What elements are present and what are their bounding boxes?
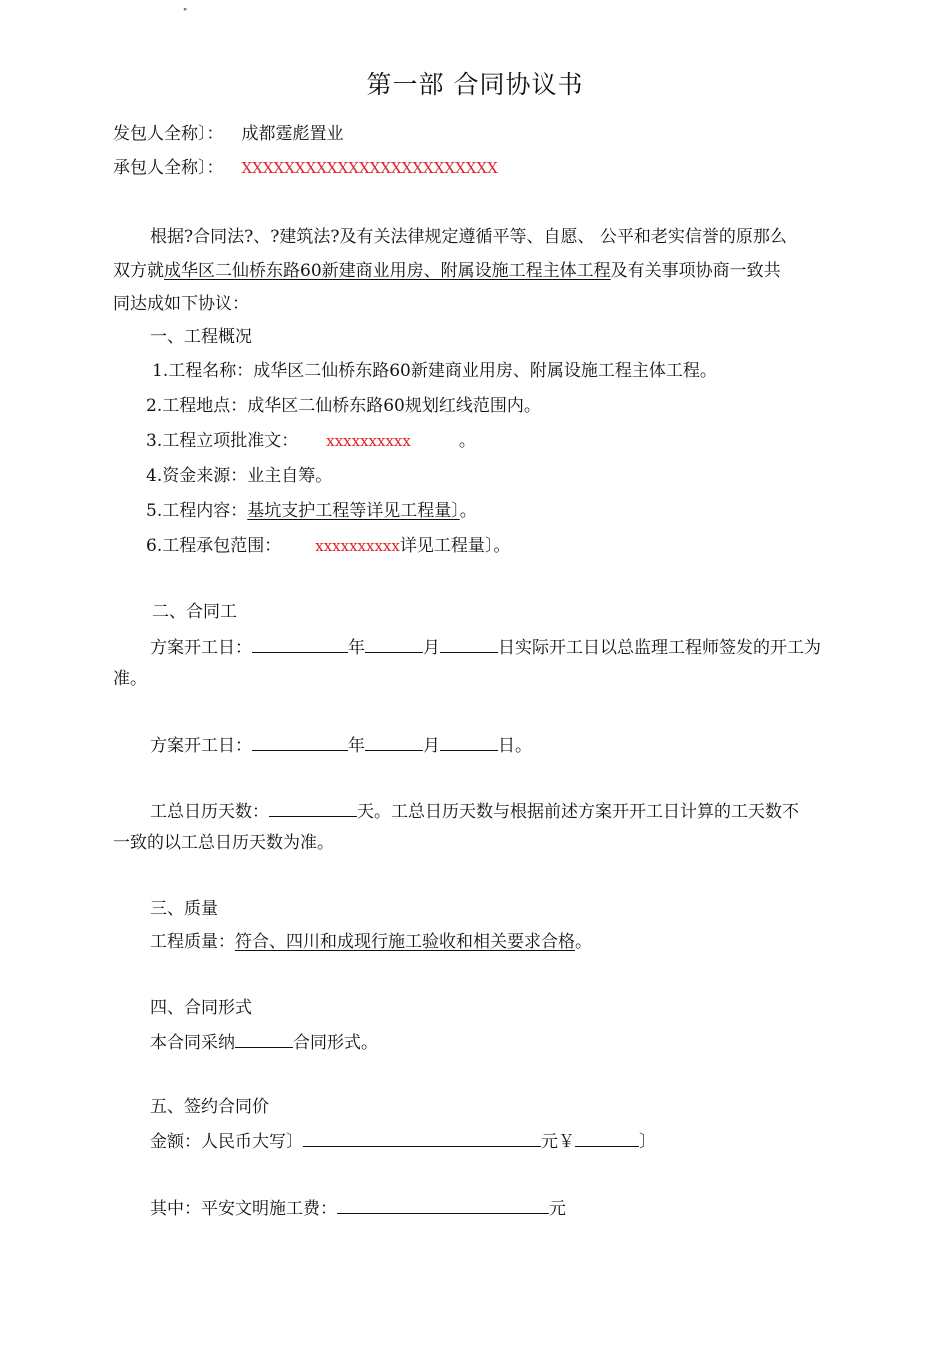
- duration-line-2: 一致的以工总日历天数为准。: [113, 833, 334, 853]
- safety-fee-label: 其中：平安文明施工费：: [150, 1199, 337, 1219]
- start-day-blank: [440, 636, 498, 653]
- scope-value: xxxxxxxxxx: [315, 537, 400, 555]
- safety-fee-blank: [337, 1197, 549, 1214]
- amount-number-blank: [575, 1130, 639, 1147]
- start-month-blank: [365, 636, 423, 653]
- duration-suffix: 天。工总日历天数与根据前述方案开开工日计算的工天数不: [357, 802, 799, 822]
- quality-end: 。: [575, 932, 592, 952]
- content-end: 。: [459, 501, 477, 521]
- corner-mark: ": [183, 8, 188, 18]
- amount-close: 〕: [639, 1132, 656, 1152]
- contract-form-suffix: 合同形式。: [293, 1033, 378, 1053]
- employer-value: 成都霆彪置业: [241, 124, 344, 144]
- amount-words-blank: [303, 1130, 541, 1147]
- contractor-value: XXXXXXXXXXXXXXXXXXXXXXXX: [241, 159, 498, 177]
- planned-start-row: [150, 636, 821, 658]
- approval-value: xxxxxxxxxx: [326, 432, 411, 450]
- amount-label: 金额：人民币大写〕: [150, 1132, 303, 1152]
- content-value: 基坑支护工程等详见工程量〕: [247, 501, 460, 521]
- section1-heading: 一、工程概况: [150, 327, 252, 347]
- content-label: 5.工程内容：: [146, 501, 248, 521]
- end-year-label: 年: [348, 736, 365, 756]
- section2-heading: 二、合同工: [152, 602, 237, 622]
- project-name: 成华区二仙桥东路60新建商业用房、附属设施工程主体工程: [164, 261, 611, 281]
- safety-fee-row: [150, 1197, 566, 1219]
- planned-start-label: 方案开工日：: [150, 638, 252, 658]
- quality-value: 符合、四川和成现行施工验收和相关要求合格: [235, 932, 575, 952]
- section1-item-3: [146, 431, 476, 451]
- planned-end-label: 方案开工日：: [150, 736, 252, 756]
- contract-form-blank: [235, 1031, 293, 1048]
- start-year-blank: [252, 636, 348, 653]
- quality-row: [150, 932, 592, 952]
- intro-suffix: 及有关事项协商一致共: [610, 261, 781, 281]
- end-month-label: 月: [423, 736, 440, 756]
- section1-item-4: 4.资金来源：业主自筹。: [146, 466, 333, 486]
- month-label: 月: [423, 638, 440, 658]
- quality-label: 工程质量：: [150, 932, 235, 952]
- planned-start-line-2: 准。: [113, 669, 147, 689]
- section1-item-6: [146, 536, 510, 556]
- intro-prefix: 双方就: [113, 261, 164, 281]
- end-day-blank: [440, 734, 498, 751]
- end-month-blank: [365, 734, 423, 751]
- employer-row: [113, 124, 344, 144]
- section5-heading: 五、签约合同价: [150, 1097, 269, 1117]
- duration-row: [150, 800, 799, 822]
- contract-form-row: [150, 1031, 378, 1053]
- planned-end-row: [150, 734, 532, 756]
- scope-end: 详见工程量〕。: [399, 536, 511, 556]
- contract-form-prefix: 本合同采纳: [150, 1033, 235, 1053]
- end-day-label: 日。: [498, 736, 532, 756]
- section4-heading: 四、合同形式: [150, 998, 252, 1018]
- scope-label: 6.工程承包范围：: [146, 536, 282, 556]
- document-title: 第一部 合同协议书: [366, 70, 584, 99]
- end-year-blank: [252, 734, 348, 751]
- employer-label: 发包人全称〕：: [113, 124, 224, 144]
- intro-line-1: 根据?合同法?、?建筑法?及有关法律规定遵循平等、自愿、 公平和老实信誉的原那么: [150, 227, 787, 247]
- safety-fee-unit: 元: [549, 1199, 566, 1219]
- approval-label: 3.工程立项批准文：: [146, 431, 299, 451]
- contractor-label: 承包人全称〕：: [113, 158, 224, 178]
- intro-line-2: [113, 261, 781, 281]
- planned-start-suffix: 日实际开工日以总监理工程师签发的开工为: [498, 638, 821, 658]
- amount-yuan: 元￥: [541, 1132, 575, 1152]
- section3-heading: 三、质量: [150, 899, 218, 919]
- year-label: 年: [348, 638, 365, 658]
- section1-item-1: 1.工程名称：成华区二仙桥东路60新建商业用房、附属设施工程主体工程。: [152, 361, 717, 381]
- duration-label: 工总日历天数：: [150, 802, 269, 822]
- section1-item-2: 2.工程地点：成华区二仙桥东路60规划红线范围内。: [146, 396, 541, 416]
- contractor-row: [113, 158, 498, 178]
- duration-blank: [269, 800, 357, 817]
- amount-row: [150, 1130, 656, 1152]
- intro-line-3: 同达成如下协议：: [113, 294, 249, 314]
- approval-end: 。: [458, 431, 476, 451]
- section1-item-5: [146, 501, 477, 521]
